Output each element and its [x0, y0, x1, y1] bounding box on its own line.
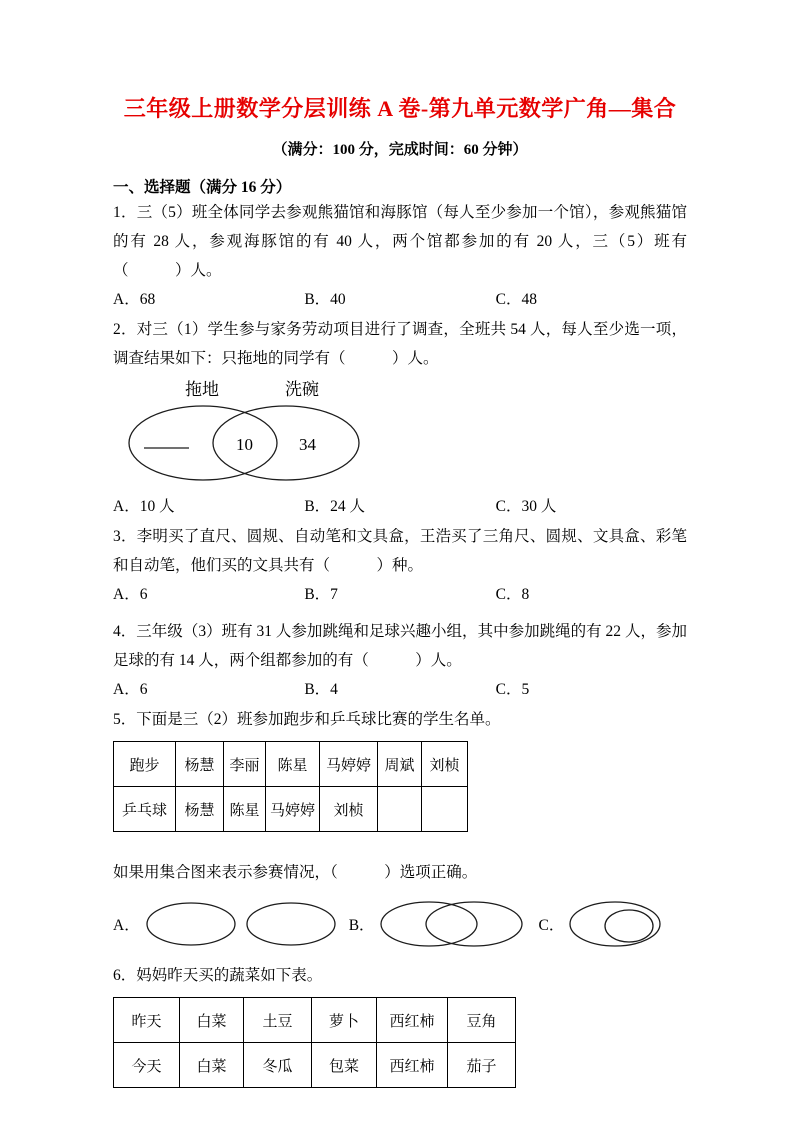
table-cell: 杨慧 — [176, 742, 224, 787]
question-6-text: 6．妈妈昨天买的蔬菜如下表。 — [113, 967, 323, 984]
q2-option-c: C．30 人 — [495, 498, 557, 515]
venn-diagram — [119, 375, 687, 492]
table-row — [114, 742, 468, 787]
table-cell: 今天 — [114, 1043, 180, 1088]
table-cell: 刘桢 — [320, 787, 378, 832]
table-cell: 土豆 — [244, 998, 312, 1043]
diagram-option-b-label: B． — [348, 917, 375, 934]
table-cell: 包菜 — [312, 1043, 377, 1088]
question-4-text: 4．三年级（3）班有 31 人参加跳绳和足球兴趣小组，其中参加跳绳的有 22 人，参加足球的有 14 人，两个组都参加的有（ ）人。 — [113, 623, 687, 669]
table-cell: 萝卜 — [312, 998, 377, 1043]
table-cell: 陈星 — [266, 742, 320, 787]
q3-option-c: C．8 — [495, 586, 530, 603]
table-cell: 乒乓球 — [114, 787, 176, 832]
q3-option-b: B．7 — [304, 586, 338, 603]
question-3-options — [113, 580, 687, 609]
table-cell: 白菜 — [180, 1043, 244, 1088]
q2-option-a: A．10 人 — [113, 498, 175, 515]
q1-option-b: B．40 — [304, 291, 346, 308]
q5-diagram-options — [113, 895, 687, 953]
page-title: 三年级上册数学分层训练 A 卷-第九单元数学广角—集合 — [123, 96, 677, 121]
q4-option-c: C．5 — [495, 681, 530, 698]
venn-right-value: 34 — [299, 435, 316, 454]
q6-vegetables-table — [113, 997, 516, 1088]
question-2-text: 2．对三（1）学生参与家务劳动项目进行了调查，全班共 54 人，每人至少选一项，调查结果如下：只拖地的同学有（ ）人。 — [113, 321, 687, 367]
question-4-options — [113, 675, 687, 704]
table-cell: 陈星 — [224, 787, 266, 832]
question-5-text: 5．下面是三（2）班参加跑步和乒乓球比赛的学生名单。 — [113, 711, 501, 728]
table-cell: 冬瓜 — [244, 1043, 312, 1088]
table-cell: 跑步 — [114, 742, 176, 787]
question-2-options — [113, 492, 687, 521]
table-cell: 周斌 — [378, 742, 422, 787]
venn-right-ellipse — [213, 406, 359, 480]
diagram-option-a-separate-ellipses — [144, 895, 340, 953]
table-row — [114, 1043, 516, 1088]
table-cell: 杨慧 — [176, 787, 224, 832]
table-cell: 马婷婷 — [266, 787, 320, 832]
diagram-option-b-overlapping-ellipses — [379, 895, 525, 953]
q1-option-c: C．48 — [495, 291, 537, 308]
table-cell: 昨天 — [114, 998, 180, 1043]
venn-left-label: 拖地 — [185, 380, 219, 399]
q3-option-a: A．6 — [113, 586, 148, 603]
venn-intersection-value: 10 — [236, 435, 253, 454]
question-3-text: 3．李明买了直尺、圆规、自动笔和文具盒，王浩买了三角尺、圆规、文具盒、彩笔和自动笔，他们买的文具共有（ ）种。 — [113, 528, 687, 574]
diagram-option-c-nested-ellipses — [568, 895, 666, 953]
table-cell: 李丽 — [224, 742, 266, 787]
table-cell: 西红柿 — [377, 998, 448, 1043]
table-cell — [378, 787, 422, 832]
diagram-option-c-label: C． — [538, 917, 565, 934]
question-1-text: 1．三（5）班全体同学去参观熊猫馆和海豚馆（每人至少参加一个馆），参观熊猫馆的有 28 人，参观海豚馆的有 40 人，两个馆都参加的有 20 人，三（5）班有（ ）人。 — [113, 204, 687, 279]
section-heading: 一、选择题（满分 16 分） — [113, 179, 292, 196]
table-cell — [422, 787, 468, 832]
q5-roster-table — [113, 741, 468, 832]
table-row — [114, 998, 516, 1043]
table-cell: 西红柿 — [377, 1043, 448, 1088]
exam-subtitle: （满分：100 分，完成时间：60 分钟） — [272, 142, 528, 158]
table-cell: 豆角 — [448, 998, 516, 1043]
question-5-followup: 如果用集合图来表示参赛情况，（ ）选项正确。 — [113, 864, 478, 881]
q4-option-b: B．4 — [304, 681, 338, 698]
table-cell: 茄子 — [448, 1043, 516, 1088]
table-cell: 马婷婷 — [320, 742, 378, 787]
table-row — [114, 787, 468, 832]
q2-option-b: B．24 人 — [304, 498, 366, 515]
venn-left-ellipse — [129, 406, 277, 480]
table-cell: 白菜 — [180, 998, 244, 1043]
diagram-option-a-label: A． — [113, 917, 140, 934]
table-cell: 刘桢 — [422, 742, 468, 787]
venn-right-label: 洗碗 — [285, 380, 319, 399]
q4-option-a: A．6 — [113, 681, 148, 698]
q1-option-a: A．68 — [113, 291, 156, 308]
question-1-options — [113, 285, 687, 314]
